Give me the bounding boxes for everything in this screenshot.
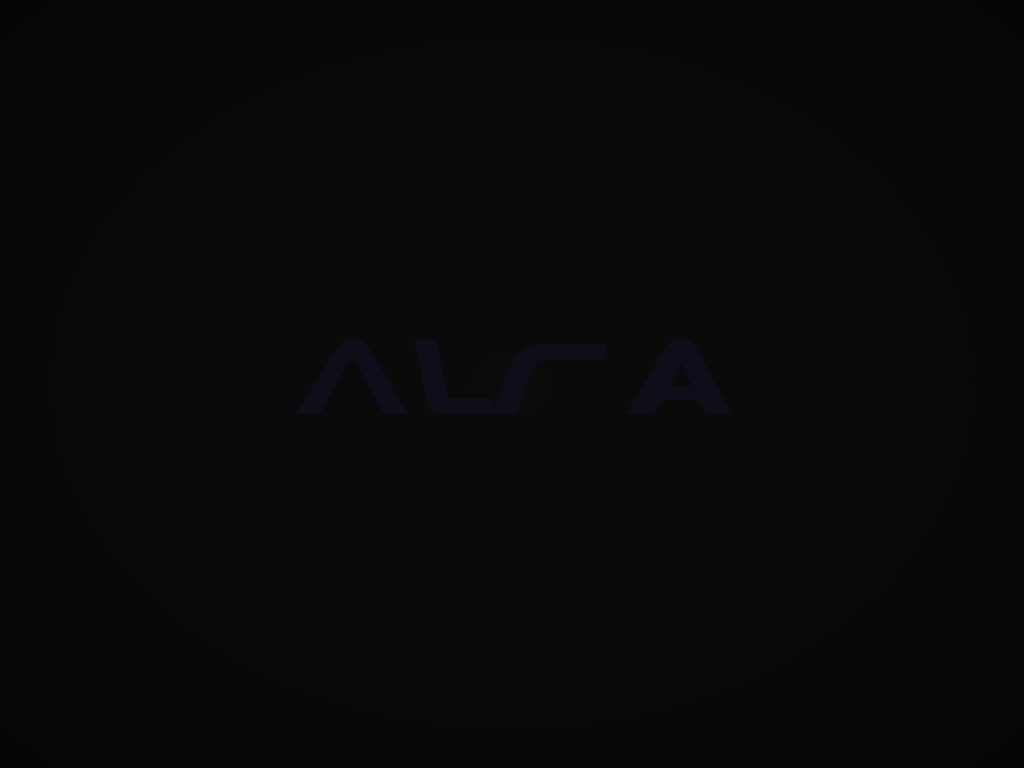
alsa-logo-graphic (296, 340, 732, 416)
alsa-logo (296, 340, 732, 416)
